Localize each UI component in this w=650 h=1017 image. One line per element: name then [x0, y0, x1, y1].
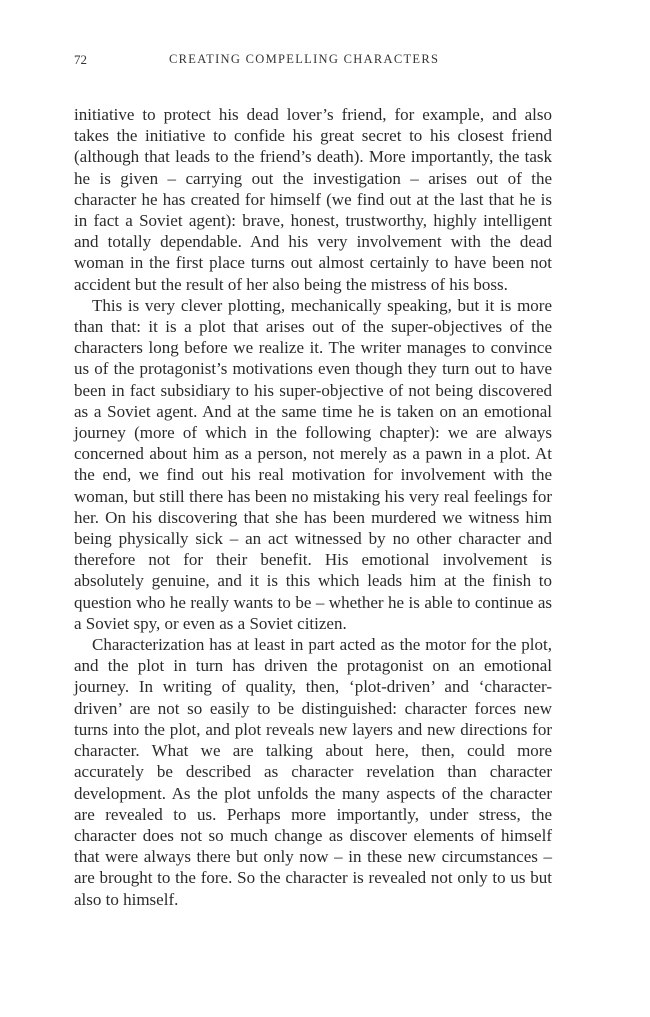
page-number: 72 — [74, 52, 87, 67]
running-title: CREATING COMPELLING CHARACTERS — [169, 52, 440, 66]
paragraph-1: initiative to protect his dead lover’s friend, for example, and also takes the initiative to confide his great secret to his closest friend (although that leads to the friend’s death). More importantly, the task he is given – carrying out the investigation – arises out of the character he has created for himself (we find out at the last that he is in fact a Soviet agent): brave, honest, trustworthy, highly intelligent and totally dependable. And his very involvement with the dead woman in the first place turns out almost certainly to have been not accident but the result of her also being the mistress of his boss. — [74, 105, 552, 294]
running-head — [74, 50, 552, 72]
body-text — [74, 104, 552, 910]
paragraph-3: Characterization has at least in part acted as the motor for the plot, and the plot in turn has driven the protagonist on an emotional journey. In writing of quality, then, ‘plot-driven’ and ‘character-driven’ are not so easily to be distinguished: character forces new turns into the plot, and plot reveals new layers and new directions for character. What we are talking about here, then, could more accurately be described as character revelation than character development. As the plot unfolds the many aspects of the character are revealed to us. Perhaps more importantly, under stress, the character does not so much change as discover elements of himself that were always there but only now – in these new circumstances – are brought to the fore. So the character is revealed not only to us but also to himself. — [74, 635, 552, 909]
paragraph-2: This is very clever plotting, mechanically speaking, but it is more than that: it is a plot that arises out of the super-objectives of the characters long before we realize it. The writer manages to convince us of the protagonist’s motivations even though they turn out to have been in fact subsidiary to his super-objective of not being discovered as a Soviet agent. And at the same time he is taken on an emotional journey (more of which in the following chapter): we are always concerned about him as a person, not merely as a pawn in a plot. At the end, we find out his real motivation for involvement with the woman, but still there has been no mistaking his very real feelings for her. On his discovering that she has been murdered we witness him being physically sick – an act witnessed by no other character and therefore not for their benefit. His emotional involvement is absolutely genuine, and it is this which leads him at the finish to question who he really wants to be – whether he is able to continue as a Soviet spy, or even as a Soviet citizen. — [74, 295, 552, 633]
book-page — [74, 50, 552, 910]
